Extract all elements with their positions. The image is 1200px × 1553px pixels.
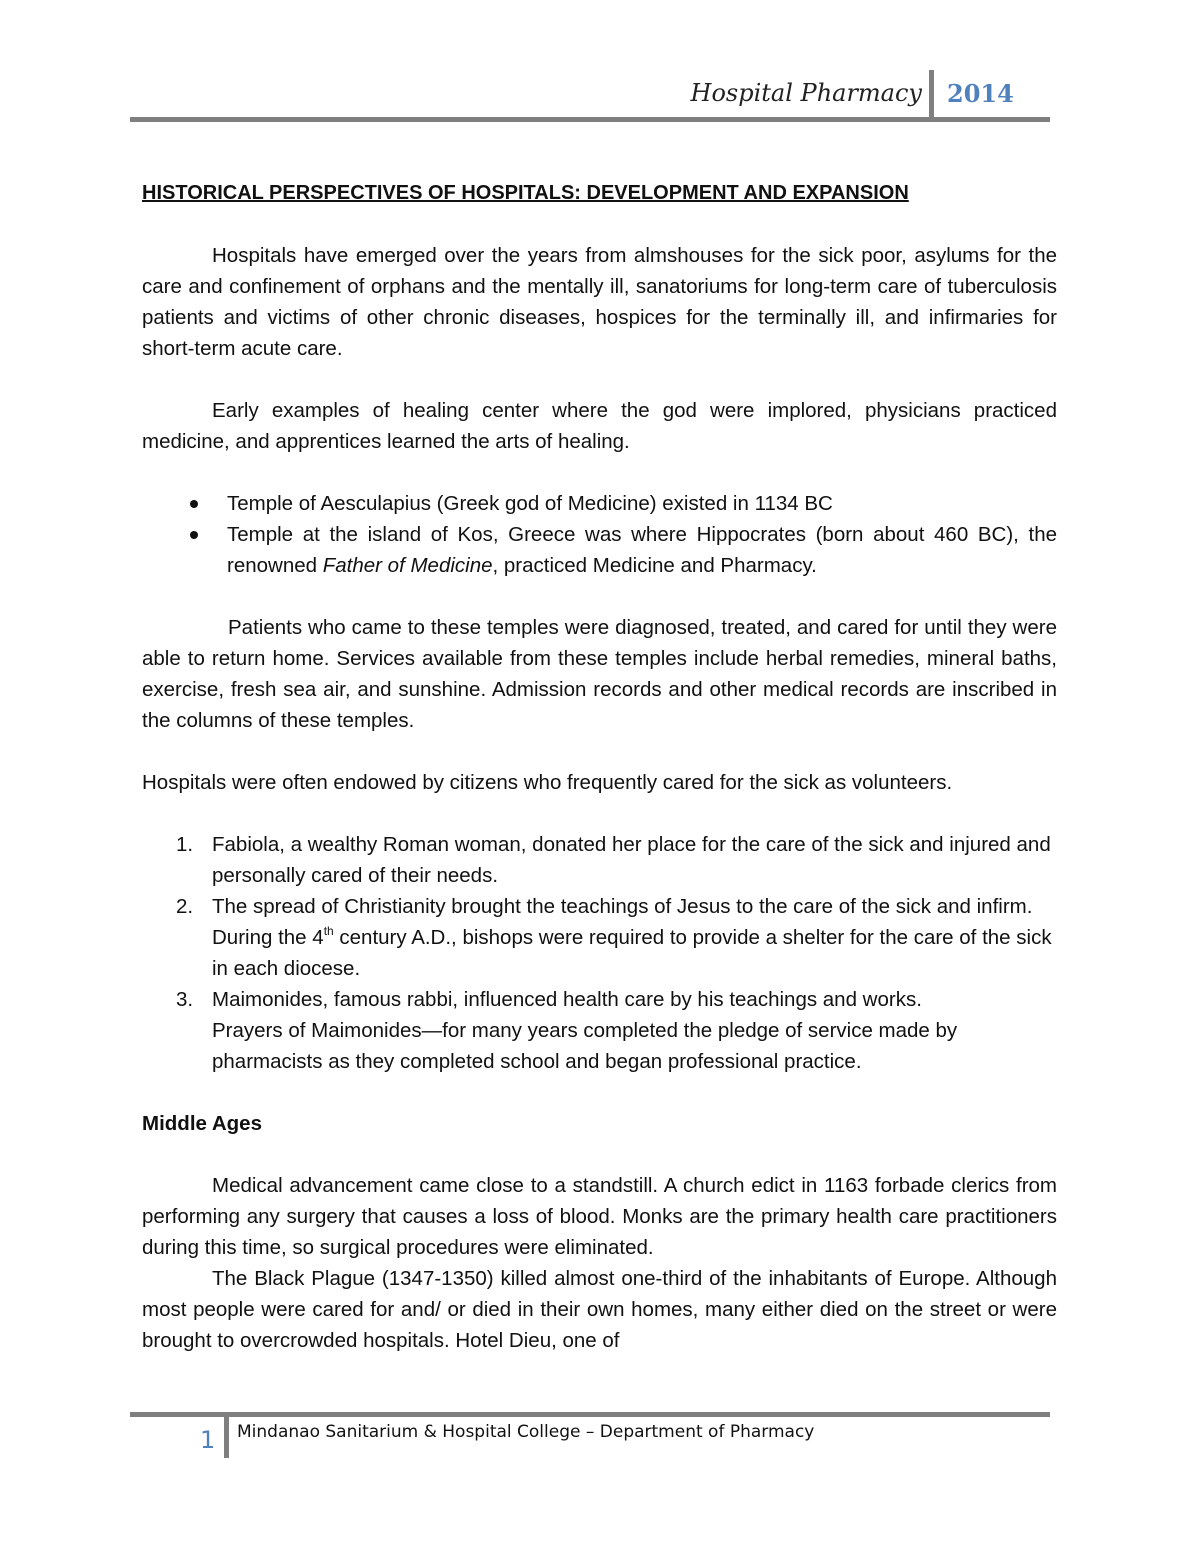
paragraph-black-plague: The Black Plague (1347-1350) killed almost one-third of the inhabitants of Europe. Although most people were cared for and/ or died in their own homes, many either died on the street or were brought to overcrowded hospitals. Hotel Dieu, one of: [142, 1267, 1057, 1352]
paragraph-almshouses: Hospitals have emerged over the years from almshouses for the sick poor, asylums for the care and confinement of orphans and the mentally ill, sanatoriums for long-term care of tuberculosis patients and victims of other chronic diseases, hospices for the terminally ill, and infirmaries for short-term acute care.: [142, 244, 1057, 360]
section-heading-middle-ages: Middle Ages: [142, 1112, 262, 1135]
superscript: th: [323, 924, 334, 938]
list-number: 2.: [176, 895, 194, 918]
list-item: [142, 519, 1057, 581]
document-title: HISTORICAL PERSPECTIVES OF HOSPITALS: DEVELOPMENT AND EXPANSION: [142, 182, 909, 204]
header-separator: [929, 70, 934, 120]
document-body: [142, 178, 1057, 1356]
footer-text: Mindanao Sanitarium & Hospital College – Department of Pharmacy: [237, 1422, 815, 1442]
page-header: [130, 70, 1050, 124]
list-item-text: century A.D., bishops were required to provide a shelter for the care of the sick in each diocese.: [212, 926, 1052, 980]
list-number: 1.: [176, 833, 194, 856]
paragraph-endowed: Hospitals were often endowed by citizens who frequently cared for the sick as volunteers.: [142, 771, 953, 794]
bullet-dot-icon: [190, 500, 198, 508]
bullet-text: Temple of Aesculapius (Greek god of Medicine) existed in 1134 BC: [227, 492, 833, 515]
list-item-text: Maimonides, famous rabbi, influenced health care by his teachings and works.: [212, 988, 922, 1011]
footer-rule: [130, 1412, 1050, 1417]
list-item-text: Fabiola, a wealthy Roman woman, donated her place for the care of the sick and injured and personally cared of their needs.: [212, 833, 1051, 887]
bullet-text: Temple at the island of Kos, Greece was where Hippocrates (born about 460 BC), the renowned: [227, 523, 1057, 577]
bullet-dot-icon: [190, 531, 198, 539]
father-of-medicine-italic: Father of Medicine: [322, 554, 493, 577]
footer-separator: [224, 1412, 229, 1458]
list-item-text: The spread of Christianity brought the teachings of Jesus to the care of the sick and infirm. During the 4: [212, 895, 1033, 949]
paragraph-healing-centers: Early examples of healing center where the god were implored, physicians practiced medicine, and apprentices learned the arts of healing.: [142, 399, 1057, 453]
bullet-text: , practiced Medicine and Pharmacy.: [492, 554, 817, 577]
page-number: 1: [200, 1426, 216, 1454]
list-item: [142, 891, 1057, 984]
list-item: [142, 829, 1057, 891]
paragraph-medical-advancement: Medical advancement came close to a standstill. A church edict in 1163 forbade clerics from performing any surgery that causes a loss of blood. Monks are the primary health care practitioners during this time, so surgical procedures were eliminated.: [142, 1174, 1057, 1259]
list-item: [142, 984, 1057, 1077]
numbered-list: [142, 829, 1057, 1077]
header-rule: [130, 117, 1050, 122]
page-footer: [130, 1412, 1050, 1462]
header-title: Hospital Pharmacy: [690, 79, 922, 107]
temple-bullet-list: [142, 488, 1057, 581]
list-item-text: Prayers of Maimonides—for many years completed the pledge of service made by pharmacists as they completed school and began professional practice.: [212, 1019, 958, 1073]
list-item: [142, 488, 1057, 519]
paragraph-temple-patients: Patients who came to these temples were diagnosed, treated, and cared for until they were able to return home. Services available from these temples include herbal remedies, mineral baths, exercise, fresh sea air, and sunshine. Admission records and other medical records are inscribed in the columns of these temples.: [142, 616, 1057, 732]
header-year: 2014: [947, 79, 1014, 108]
list-number: 3.: [176, 988, 194, 1011]
